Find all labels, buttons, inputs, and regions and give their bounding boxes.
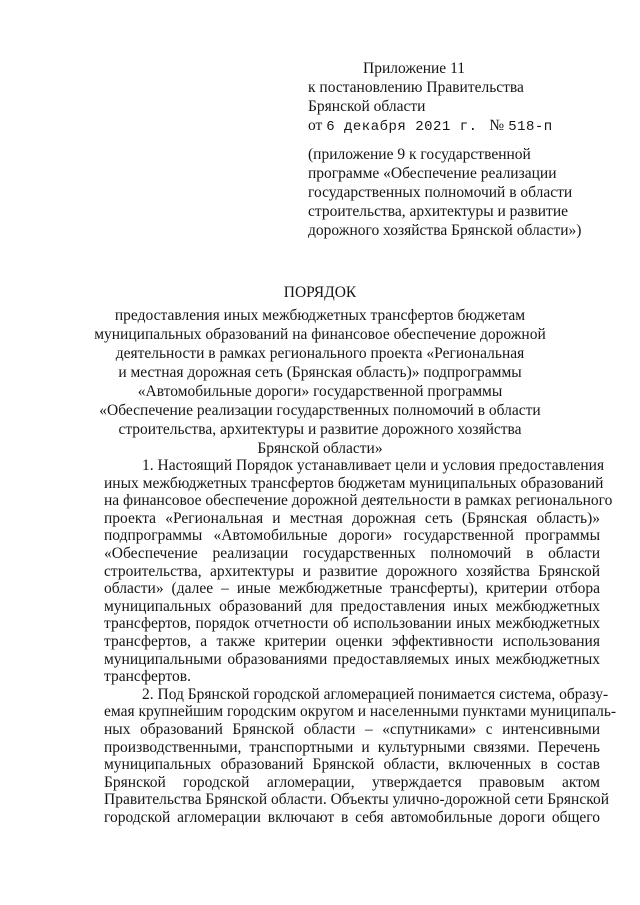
date-prefix: от xyxy=(308,117,323,134)
title-line: «Обеспечение реализации государственных полномочий в области xyxy=(99,402,541,419)
paragraph-1 xyxy=(104,457,613,686)
paragraph-line: «Обеспечение реализации государственных полномочий в области xyxy=(104,544,600,562)
appendix-note xyxy=(308,145,608,240)
note-line: строительства, архитектуры и развитие xyxy=(308,203,568,220)
title-line: предоставления иных межбюджетных трансфертов бюджетам xyxy=(114,307,526,324)
paragraph-line: трансфертов, а также критерии оценки эффективности использования xyxy=(104,632,600,650)
note-line: программе «Обеспечение реализации xyxy=(308,165,557,182)
appendix-header xyxy=(308,59,608,137)
appendix-line: Брянской области xyxy=(308,98,426,115)
note-line: (приложение 9 к государственной xyxy=(308,146,531,163)
paragraph-line: Брянской городской агломерации, утверждается правовым актом xyxy=(104,773,600,791)
paragraph-line: на финансовое обеспечение дорожной деятельности в рамках регионального xyxy=(104,492,613,510)
paragraph-line: городской агломерации включают в себя автомобильные дороги общего xyxy=(104,808,600,826)
paragraph-line: иных межбюджетных трансфертов бюджетам муниципальных образований xyxy=(104,474,604,492)
title-line: муниципальных образований на финансовое обеспечение дорожной xyxy=(94,326,546,343)
number-sign: № xyxy=(489,117,505,134)
decree-date: 6 декабря 2021 г. xyxy=(326,119,478,135)
decree-number: 518-п xyxy=(508,119,553,135)
title-line: и местная дорожная сеть (Брянская область)» подпрограммы xyxy=(118,364,522,381)
paragraph-line: ных образований Брянской области – «спутниками» с интенсивными xyxy=(104,720,600,738)
appendix-title: Приложение 11 xyxy=(363,60,465,77)
paragraph-line: области» (далее – иные межбюджетные трансферты), критерии отбора xyxy=(104,580,600,598)
title-line: «Автомобильные дороги» государственной программы xyxy=(137,383,503,400)
paragraph-line: муниципальными образованиями предоставляемых иных межбюджетных xyxy=(104,650,600,668)
appendix-line: к постановлению Правительства xyxy=(308,79,524,96)
document-title xyxy=(70,283,570,458)
paragraph-line: проекта «Региональная и местная дорожная сеть (Брянская область)» xyxy=(104,509,600,527)
title-line: строительства, архитектуры и развитие дорожного хозяйства xyxy=(118,421,522,438)
paragraph-line: строительства, архитектуры и развитие дорожного хозяйства Брянской xyxy=(104,562,600,580)
paragraph-line: производственными, транспортными и культурными связями. Перечень xyxy=(104,738,600,756)
title-heading: ПОРЯДОК xyxy=(283,284,357,301)
paragraph-line: емая крупнейшим городским округом и населенными пунктами муниципаль- xyxy=(104,703,617,721)
appendix-date-line xyxy=(308,116,608,137)
paragraph-line: Правительства Брянской области. Объекты улично-дорожной сети Брянской xyxy=(104,791,609,809)
paragraph-line: подпрограммы «Автомобильные дороги» государственной программы xyxy=(104,527,600,545)
paragraph-2 xyxy=(104,685,617,827)
paragraph-line: трансфертов. xyxy=(104,668,191,686)
paragraph-line: трансфертов, порядок отчетности об использовании иных межбюджетных xyxy=(104,615,600,633)
paragraph-line: муниципальных образований для предоставления иных межбюджетных xyxy=(104,597,600,615)
document-body xyxy=(104,457,617,826)
paragraph-line: 1. Настоящий Порядок устанавливает цели и условия предоставления xyxy=(142,457,605,474)
title-line: деятельности в рамках регионального проекта «Региональная xyxy=(115,345,525,362)
paragraph-line: муниципальных образований Брянской области, включенных в состав xyxy=(104,756,600,774)
paragraph-line: 2. Под Брянской городской агломерацией понимается система, образу- xyxy=(142,685,609,703)
note-line: государственных полномочий в области xyxy=(308,184,573,201)
title-line: Брянской области» xyxy=(257,440,383,457)
note-line: дорожного хозяйства Брянской области») xyxy=(308,222,582,239)
